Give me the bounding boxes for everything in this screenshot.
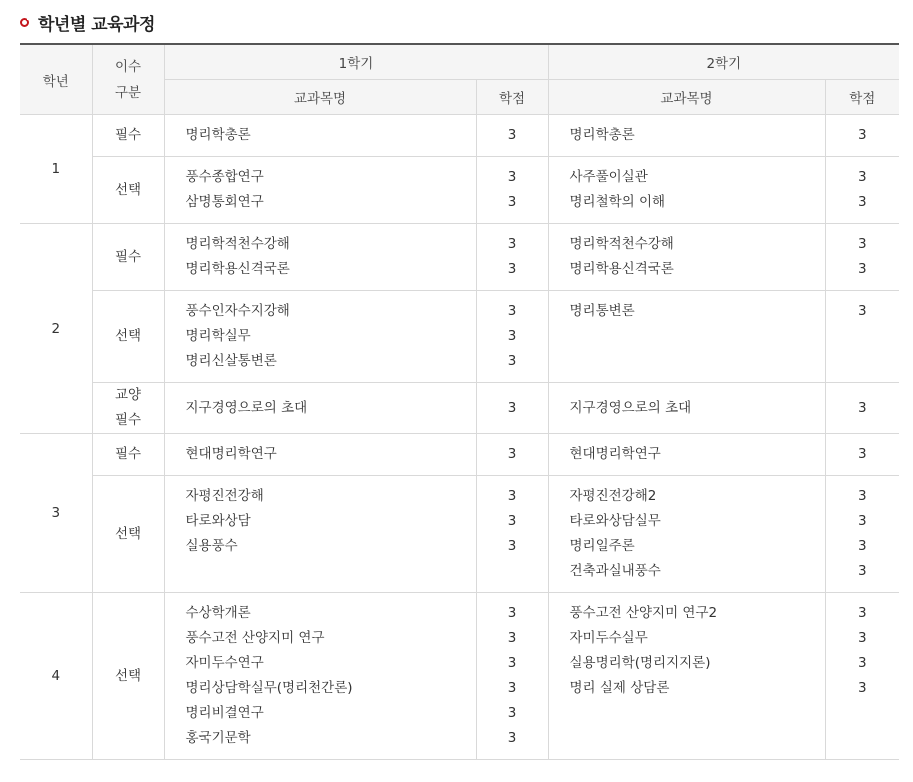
sem2-subjects-cell — [548, 224, 825, 291]
subject-name: 명리학총론 — [185, 127, 251, 143]
subject-credit: 3 — [507, 538, 517, 554]
subject-name: 타로와상담 — [185, 513, 251, 529]
subject-name: 명리일주론 — [569, 538, 635, 554]
sem2-credits-cell — [825, 593, 899, 760]
subject-name: 풍수고전 산양지미 연구 — [185, 630, 325, 646]
table-row — [20, 224, 899, 291]
course-type-label: 필수 — [114, 446, 142, 462]
subject-name: 타로와상담실무 — [569, 513, 661, 529]
table-row — [20, 157, 899, 224]
subject-name: 풍수종합연구 — [185, 169, 264, 185]
header-semester-1: 1학기 — [164, 44, 548, 80]
subject-name: 명리학총론 — [569, 127, 635, 143]
subject-credit: 3 — [857, 236, 867, 252]
subject-credit: 3 — [507, 730, 517, 746]
subject-credit: 3 — [857, 488, 867, 504]
curriculum-table — [20, 43, 899, 760]
sem2-credits-cell — [825, 224, 899, 291]
header-year: 학년 — [20, 44, 92, 115]
subject-name: 풍수고전 산양지미 연구2 — [569, 605, 718, 621]
table-row — [20, 115, 899, 157]
header-sem2-credit: 학점 — [825, 80, 899, 115]
table-row — [20, 476, 899, 593]
subject-name: 사주풀이실관 — [569, 169, 648, 185]
subject-credit: 3 — [857, 169, 867, 185]
sem1-subjects-cell — [164, 157, 476, 224]
sem2-credits-cell — [825, 476, 899, 593]
subject-credit: 3 — [507, 194, 517, 210]
sem2-subjects-cell — [548, 115, 825, 157]
sem2-subjects-cell — [548, 291, 825, 383]
bullet-ring-icon — [20, 18, 29, 27]
sem1-credits-cell — [476, 157, 548, 224]
subject-name: 명리상담학실무(명리천간론) — [185, 680, 353, 696]
course-type-cell — [92, 476, 164, 593]
subject-name: 자평진전강해 — [185, 488, 264, 504]
sem2-credits-cell — [825, 291, 899, 383]
subject-credit: 3 — [857, 127, 867, 143]
sem1-subjects-cell — [164, 115, 476, 157]
subject-credit: 3 — [857, 446, 867, 462]
course-type-label: 선택 — [114, 525, 142, 542]
subject-name: 명리학적천수강해 — [569, 236, 674, 252]
subject-name: 건축과실내풍수 — [569, 563, 661, 579]
subject-name: 명리학실무 — [185, 328, 251, 344]
course-type-label: 필수 — [114, 248, 142, 265]
subject-name: 명리 실제 상담론 — [569, 680, 670, 696]
subject-credit: 3 — [507, 353, 517, 369]
subject-name: 실용명리학(명리지지론) — [569, 655, 711, 671]
subject-credit: 3 — [507, 655, 517, 671]
subject-credit: 3 — [507, 488, 517, 504]
subject-credit: 3 — [857, 655, 867, 671]
subject-credit: 3 — [507, 328, 517, 344]
header-type-line1: 이수 — [114, 58, 142, 75]
subject-name: 삼명통회연구 — [185, 194, 264, 210]
course-type-label: 필수 — [114, 127, 142, 143]
subject-credit: 3 — [507, 127, 517, 143]
subject-credit: 3 — [507, 513, 517, 529]
sem2-subjects-cell — [548, 476, 825, 593]
sem1-subjects-cell — [164, 593, 476, 760]
subject-name: 명리학용신격국론 — [569, 261, 674, 277]
subject-name: 명리통변론 — [569, 303, 635, 319]
sem1-subjects-cell — [164, 383, 476, 434]
subject-name: 명리학적천수강해 — [185, 236, 290, 252]
subject-credit: 3 — [507, 236, 517, 252]
subject-name: 자미두수실무 — [569, 630, 648, 646]
subject-credit: 3 — [507, 446, 517, 462]
header-semester-2: 2학기 — [548, 44, 899, 80]
table-row — [20, 434, 899, 476]
course-type-cell — [92, 434, 164, 476]
year-cell: 1 — [20, 115, 92, 224]
header-sem1-subject: 교과목명 — [164, 80, 476, 115]
subject-credit: 3 — [507, 399, 517, 416]
subject-credit: 3 — [507, 705, 517, 721]
course-type-cell — [92, 157, 164, 224]
header-type — [92, 44, 164, 115]
header-type-line2: 구분 — [114, 84, 142, 101]
subject-name: 지구경영으로의 초대 — [569, 399, 692, 416]
subject-credit: 3 — [507, 605, 517, 621]
subject-name: 명리신살통변론 — [185, 353, 277, 369]
course-type-cell — [92, 593, 164, 760]
subject-name: 자평진전강해2 — [569, 488, 657, 504]
sem1-credits-cell — [476, 291, 548, 383]
course-type-label: 교양 — [114, 387, 142, 403]
curriculum-body — [20, 115, 899, 760]
subject-name: 명리학용신격국론 — [185, 261, 290, 277]
subject-credit: 3 — [857, 680, 867, 696]
subject-name: 현대명리학연구 — [569, 446, 661, 462]
sem1-credits-cell — [476, 434, 548, 476]
sem2-subjects-cell — [548, 593, 825, 760]
sem2-credits-cell — [825, 383, 899, 434]
course-type-cell — [92, 291, 164, 383]
sem2-subjects-cell — [548, 434, 825, 476]
year-cell: 2 — [20, 224, 92, 434]
sem2-credits-cell — [825, 157, 899, 224]
subject-name: 명리비결연구 — [185, 705, 264, 721]
subject-credit: 3 — [857, 605, 867, 621]
sem1-credits-cell — [476, 224, 548, 291]
sem1-subjects-cell — [164, 224, 476, 291]
course-type-cell — [92, 115, 164, 157]
year-cell: 4 — [20, 593, 92, 760]
sem2-credits-cell — [825, 434, 899, 476]
subject-credit: 3 — [507, 303, 517, 319]
sem1-subjects-cell — [164, 434, 476, 476]
subject-credit: 3 — [507, 169, 517, 185]
course-type-cell — [92, 224, 164, 291]
subject-credit: 3 — [857, 399, 867, 416]
sem1-credits-cell — [476, 593, 548, 760]
subject-credit: 3 — [857, 538, 867, 554]
subject-credit: 3 — [857, 261, 867, 277]
subject-credit: 3 — [507, 680, 517, 696]
subject-name: 현대명리학연구 — [185, 446, 277, 462]
subject-name: 명리철학의 이해 — [569, 194, 666, 210]
course-type-cell — [92, 383, 164, 434]
course-type-label: 필수 — [114, 412, 142, 428]
subject-name: 자미두수연구 — [185, 655, 264, 671]
header-sem1-credit: 학점 — [476, 80, 548, 115]
sem1-credits-cell — [476, 383, 548, 434]
course-type-label: 선택 — [114, 667, 142, 684]
course-type-label: 선택 — [114, 181, 142, 198]
sem2-credits-cell — [825, 115, 899, 157]
subject-credit: 3 — [857, 303, 867, 319]
subject-credit: 3 — [857, 513, 867, 529]
sem2-subjects-cell — [548, 157, 825, 224]
table-row — [20, 593, 899, 760]
subject-credit: 3 — [507, 630, 517, 646]
sem2-subjects-cell — [548, 383, 825, 434]
subject-name: 수상학개론 — [185, 605, 251, 621]
sem1-subjects-cell — [164, 476, 476, 593]
subject-credit: 3 — [857, 630, 867, 646]
header-row-1 — [20, 44, 899, 80]
section-title-text: 학년별 교육과정 — [38, 14, 155, 35]
course-type-label: 선택 — [114, 328, 142, 344]
subject-name: 실용풍수 — [185, 538, 238, 554]
sem1-credits-cell — [476, 115, 548, 157]
year-cell: 3 — [20, 434, 92, 593]
subject-credit: 3 — [507, 261, 517, 277]
table-row — [20, 383, 899, 434]
sem1-credits-cell — [476, 476, 548, 593]
section-title — [20, 9, 155, 35]
header-sem2-subject: 교과목명 — [548, 80, 825, 115]
subject-name: 풍수인자수지강해 — [185, 303, 290, 319]
sem1-subjects-cell — [164, 291, 476, 383]
subject-credit: 3 — [857, 194, 867, 210]
subject-name: 지구경영으로의 초대 — [185, 399, 308, 416]
subject-name: 홍국기문학 — [185, 730, 251, 746]
subject-credit: 3 — [857, 563, 867, 579]
table-row — [20, 291, 899, 383]
